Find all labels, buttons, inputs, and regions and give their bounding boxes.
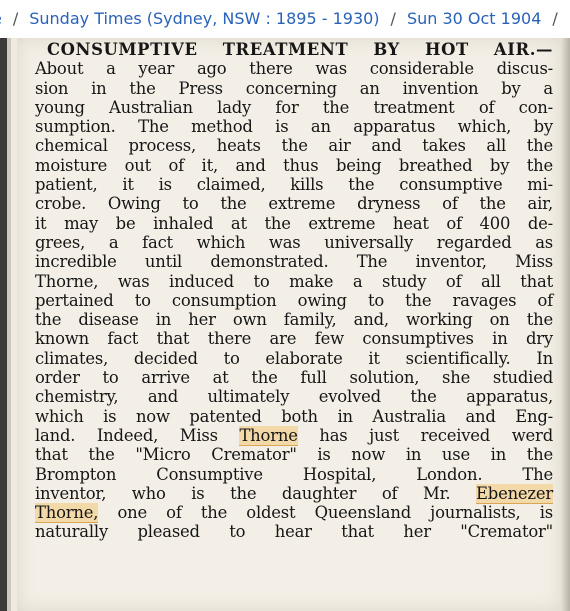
line-text: sion in the Press concerning an invention by a	[35, 78, 553, 98]
article-line	[35, 136, 553, 155]
article-text	[35, 40, 553, 542]
article-line	[35, 503, 553, 522]
line-text: CONSUMPTIVE TREATMENT BY HOT AIR.—	[47, 40, 553, 59]
article-line	[35, 272, 553, 291]
article-line	[35, 214, 553, 233]
article-line	[35, 349, 553, 368]
line-text: one of the oldest Queensland journalists, is	[98, 503, 553, 523]
line-text: moisture out of it, and thus being breathed by the	[35, 155, 553, 175]
breadcrumb-separator: /	[552, 9, 558, 28]
article-line	[35, 156, 553, 175]
line-text: crobe. Owing to the extreme dryness of the air,	[35, 194, 553, 214]
article-line	[35, 98, 553, 117]
line-text: young Australian lady for the treatment of con-	[35, 97, 553, 117]
article-line	[35, 426, 553, 445]
line-text: which is now patented both in Australia and Eng-	[35, 406, 553, 426]
breadcrumb-separator: /	[390, 9, 396, 28]
breadcrumb-item-issue-date[interactable]: Sun 30 Oct 1904	[406, 9, 542, 28]
line-text: inventor, who is the daughter of Mr.	[35, 483, 477, 503]
line-text: sumption. The method is an apparatus which, by	[35, 117, 553, 137]
article-line	[35, 310, 553, 329]
line-text: patient, it is claimed, kills the consumptive mi-	[35, 175, 553, 195]
line-text: About a year ago there was considerable discus-	[35, 59, 553, 79]
article-line	[35, 407, 553, 426]
article-line	[35, 465, 553, 484]
search-highlight[interactable]: Thorne,	[35, 503, 99, 523]
article-line	[35, 79, 553, 98]
line-text: land. Indeed, Miss	[35, 425, 240, 445]
article-line	[35, 445, 553, 464]
line-text: order to arrive at the full solution, she studied	[35, 368, 553, 388]
line-text: pertained to consumption owing to the ravages of	[35, 290, 553, 310]
article-line	[35, 59, 553, 78]
line-text: chemical process, heats the air and takes all the	[35, 136, 553, 156]
line-text: has just received werd	[297, 425, 553, 445]
line-text: it may be inhaled at the extreme heat of 400 de-	[35, 213, 553, 233]
article-line	[35, 522, 553, 541]
line-text: grees, a fact which was universally regarded as	[35, 232, 553, 252]
line-text: that the "Micro Cremator" is now in use in the	[35, 445, 553, 465]
line-text: chemistry, and ultimately evolved the apparatus,	[35, 387, 553, 407]
line-text: the disease in her own family, and, working on the	[35, 310, 553, 330]
line-text: incredible until demonstrated. The inventor, Miss	[35, 252, 553, 272]
article-headline	[35, 40, 553, 59]
search-highlight[interactable]: Thorne	[239, 425, 298, 445]
search-highlight[interactable]: Ebenezer	[476, 483, 553, 503]
breadcrumb-item-previous[interactable]	[0, 9, 2, 28]
line-text: Thorne, was induced to make a study of all that	[35, 271, 553, 291]
breadcrumb-item-newspaper[interactable]: Sunday Times (Sydney, NSW : 1895 - 1930)	[29, 9, 380, 28]
breadcrumb-separator: /	[12, 9, 19, 28]
article-line	[35, 484, 553, 503]
article-line	[35, 233, 553, 252]
line-text: Brompton Consumptive Hospital, London. The	[35, 464, 553, 484]
article-line	[35, 368, 553, 387]
article-line	[35, 175, 553, 194]
article-line	[35, 117, 553, 136]
article-line	[35, 194, 553, 213]
newspaper-scan[interactable]	[17, 38, 561, 611]
article-line	[35, 329, 553, 348]
breadcrumb	[0, 0, 570, 38]
breadcrumb-trail	[0, 0, 569, 38]
scan-right-margin	[561, 38, 570, 611]
article-line	[35, 291, 553, 310]
article-line	[35, 387, 553, 406]
article-line	[35, 252, 553, 271]
line-text: naturally pleased to hear that her "Cremator"	[35, 522, 553, 542]
line-text: climates, decided to elaborate it scientifically. In	[35, 348, 553, 368]
scan-left-margin	[0, 38, 17, 611]
line-text: known fact that there are few consumptives in dry	[35, 329, 553, 349]
